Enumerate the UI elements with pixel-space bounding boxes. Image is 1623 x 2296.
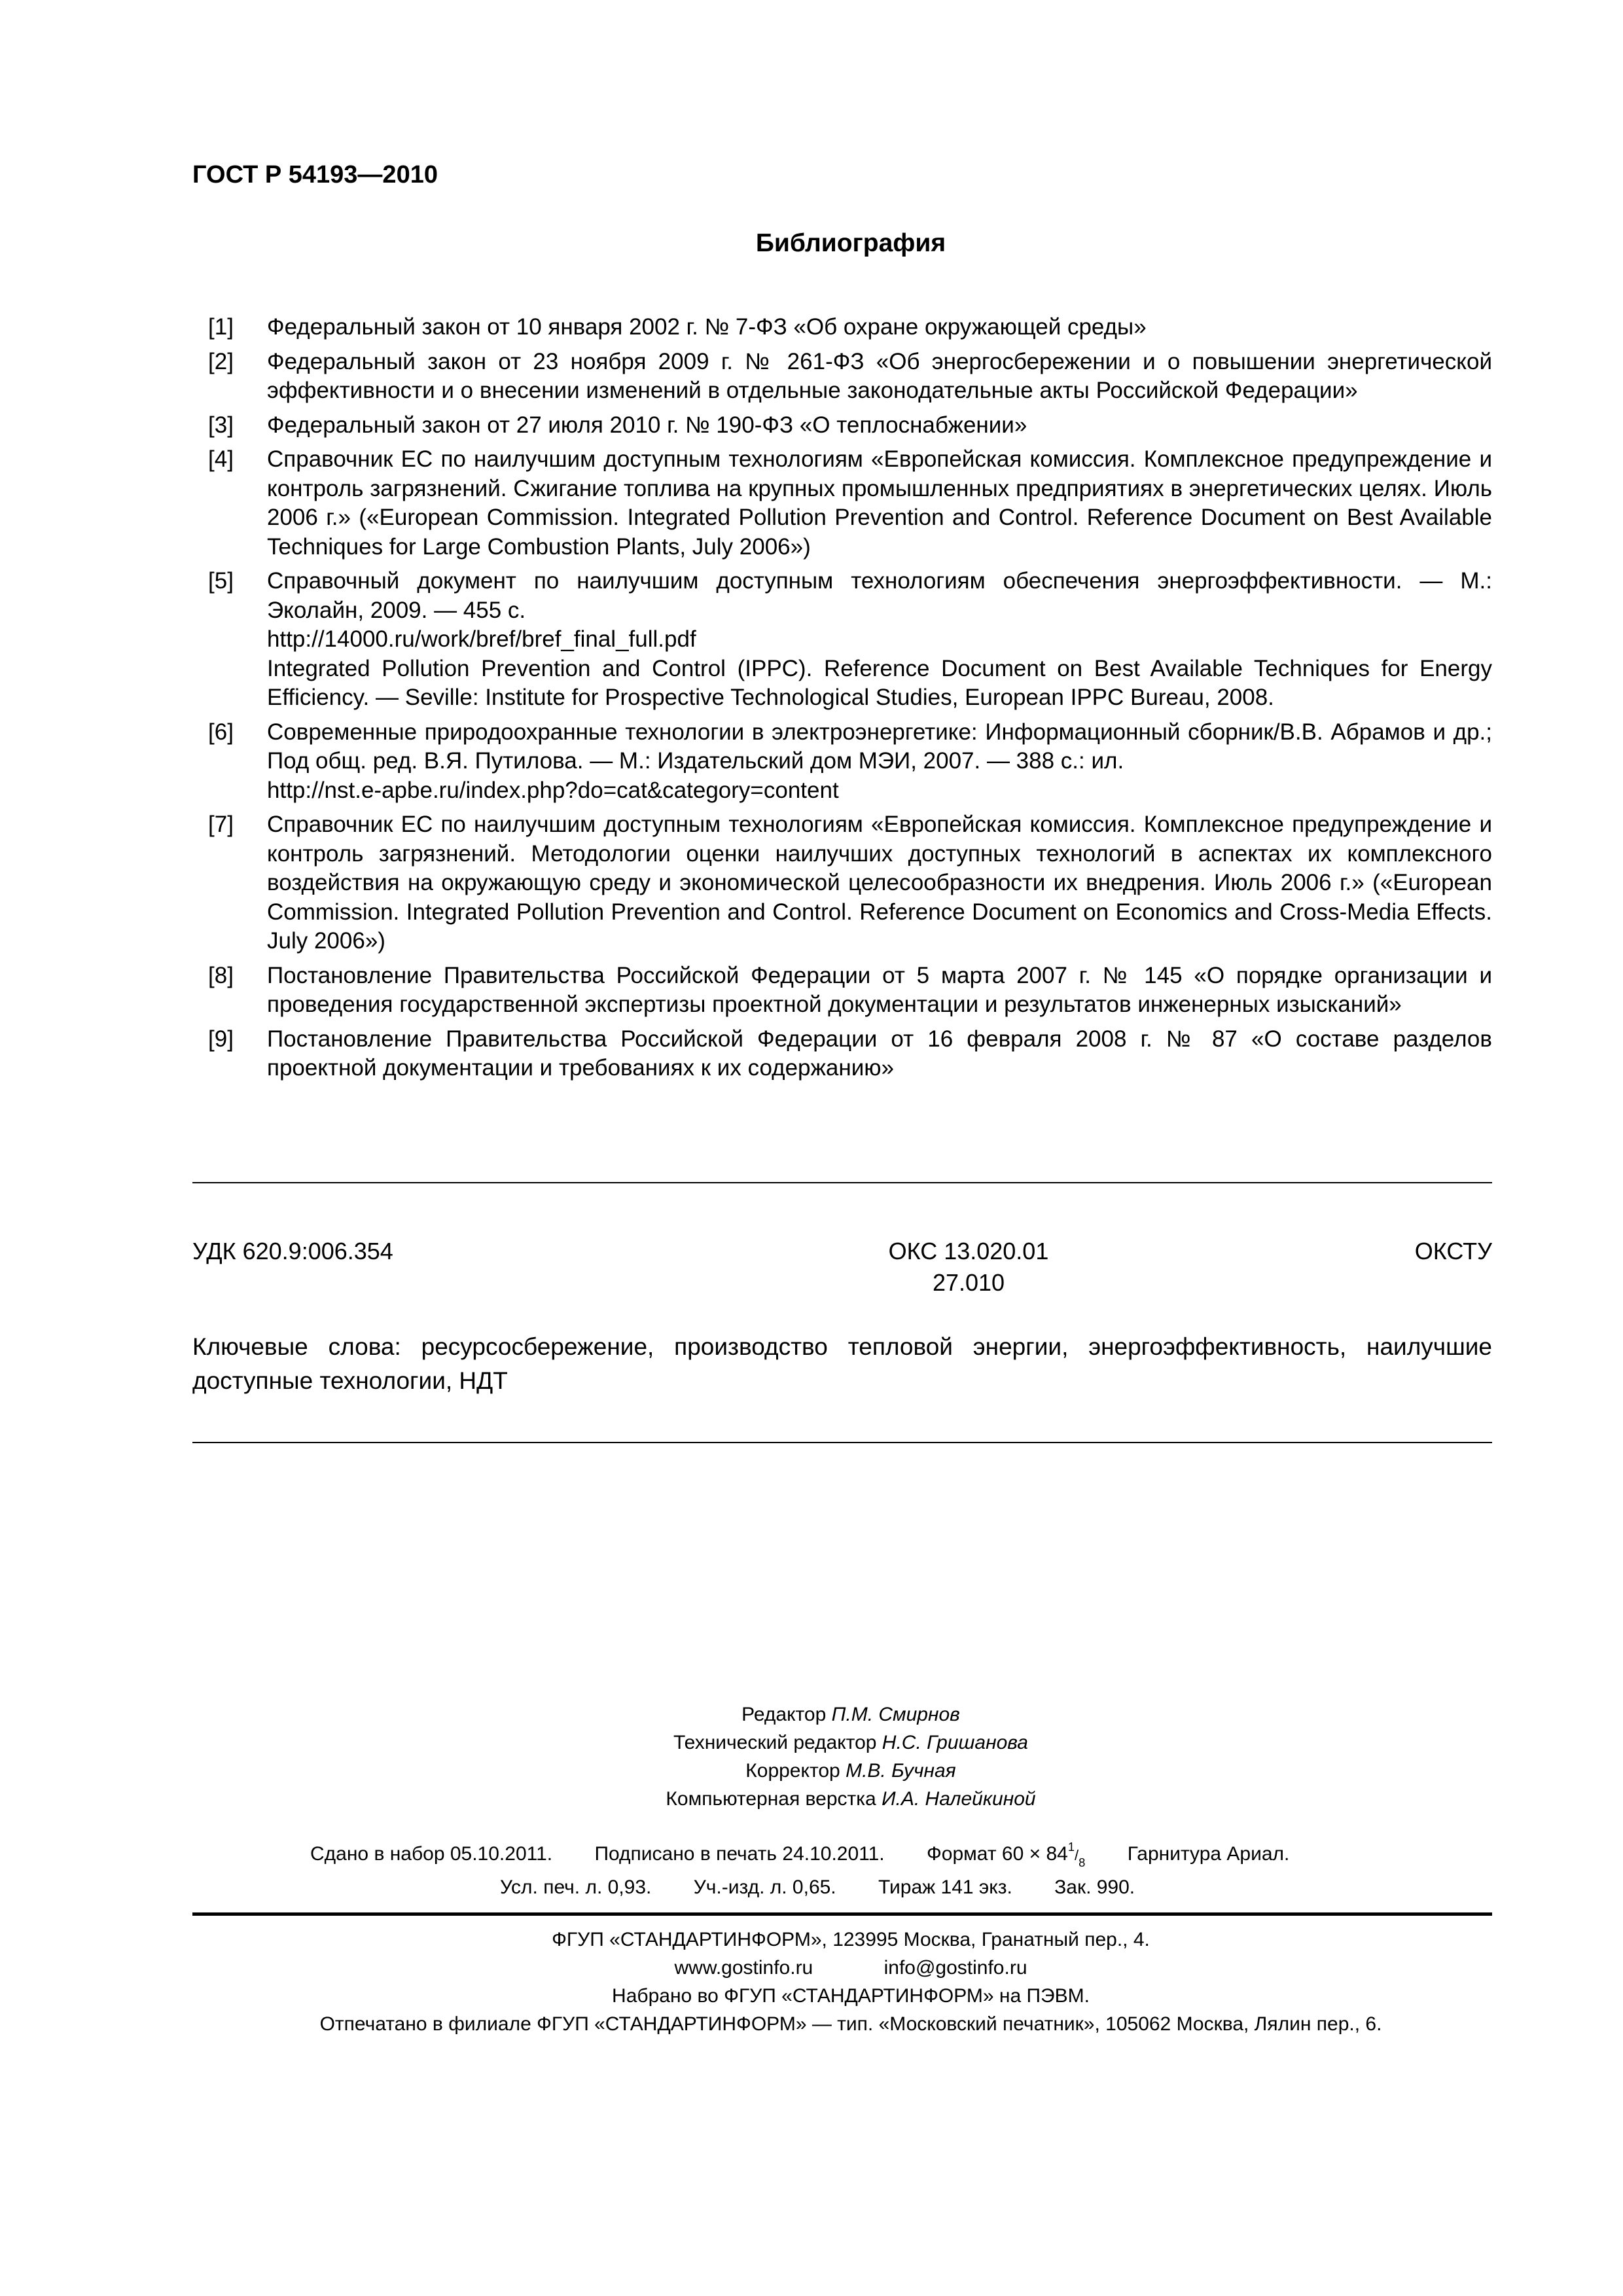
reference-item [208, 1025, 1492, 1083]
signed-date: Подписано в печать 24.10.2011. [594, 1843, 885, 1865]
divider-thick [192, 1912, 1492, 1916]
publisher-email[interactable]: info@gostinfo.ru [883, 1957, 1027, 1979]
format-denominator: 8 [1079, 1855, 1086, 1869]
reference-line: Современные природоохранные технологии в электроэнергетике: Информационный сборник/В.В. Абрамов и др.; Под общ. ред. В.Я. Путилова. — М.: Издательский дом МЭИ, 2007. — 388 с.: ил. [267, 719, 1492, 774]
divider-bottom [192, 1442, 1492, 1443]
reference-number: [9] [208, 1026, 234, 1052]
order-number: Зак. 990. [1054, 1876, 1135, 1898]
reference-number: [4] [208, 446, 234, 472]
reference-item [208, 348, 1492, 406]
credit-tech-editor [524, 1729, 1178, 1757]
reference-item [208, 810, 1492, 956]
publisher-block [0, 1926, 1623, 2038]
reference-line: Справочник ЕС по наилучшим доступным технологиям «Европейская комиссия. Комплексное предупреждение и контроль загрязнений. Сжигание топлива на крупных промышленных предприятиях в энергетических целях. Июль 2006 г.» («European Commission. Integrated Pollution Prevention and Control. Reference Document on Best Available Techniques for Large Combustion Plants, July 2006») [267, 446, 1492, 560]
credit-name: Н.С. Гришанова [882, 1732, 1028, 1753]
oks-code-line-2: 27.010 [932, 1269, 1005, 1296]
reference-url[interactable]: http://14000.ru/work/bref/bref_final_full.pdf [267, 626, 696, 652]
print-sheets: Усл. печ. л. 0,93. [500, 1876, 652, 1898]
divider-top [192, 1182, 1492, 1183]
reference-line: Федеральный закон от 10 января 2002 г. № 7-ФЗ «Об охране окружающей среды» [267, 314, 1147, 340]
standard-code: ГОСТ Р 54193—2010 [192, 161, 438, 188]
print-info-row-1 [310, 1838, 1326, 1873]
tirage: Тираж 141 экз. [878, 1876, 1012, 1898]
credit-label: Компьютерная верстка [666, 1788, 876, 1810]
reference-item [208, 567, 1492, 713]
reference-text [267, 348, 1492, 406]
oks-code-line-1: ОКС 13.020.01 [888, 1238, 1049, 1265]
reference-number: [6] [208, 719, 234, 745]
udk-code: УДК 620.9:006.354 [192, 1238, 393, 1265]
reference-item [208, 313, 1492, 342]
reference-text [267, 445, 1492, 562]
paper-format-text: Формат 60 × 84 [927, 1843, 1068, 1865]
reference-line: Integrated Pollution Prevention and Control (IPPC). Reference Document on Best Available Techniques for Energy Efficiency. — Seville: Institute for Prospective Technological Studies, European IPPC Bureau, 2008. [267, 655, 1492, 710]
keywords: Ключевые слова: ресурсосбережение, производство тепловой энергии, энергоэффективность, наилучшие доступные технологии, НДТ [192, 1333, 1492, 1394]
reference-line: Федеральный закон от 27 июля 2010 г. № 190-ФЗ «О теплоснабжении» [267, 412, 1027, 438]
credit-name: И.А. Налейкиной [882, 1788, 1036, 1810]
format-numerator: 1 [1067, 1840, 1075, 1854]
reference-text [267, 1025, 1492, 1083]
credits-block [524, 1700, 1178, 1813]
credit-layout [524, 1785, 1178, 1813]
publish-sheets: Уч.-изд. л. 0,65. [693, 1876, 836, 1898]
reference-text [267, 567, 1492, 713]
reference-number: [5] [208, 568, 234, 594]
reference-line: Постановление Правительства Российской Федерации от 16 февраля 2008 г. № 87 «О составе разделов проектной документации и требованиях к их содержанию» [267, 1026, 1492, 1081]
printed-info: Отпечатано в филиале ФГУП «СТАНДАРТИНФОРМ» — тип. «Московский печатник», 105062 Москва, Лялин пер., 6. [319, 2013, 1382, 2035]
reference-item [208, 445, 1492, 562]
reference-line: Справочный документ по наилучшим доступным технологиям обеспечения энергоэффективности. — М.: Эколайн, 2009. — 455 с. [267, 568, 1492, 623]
paper-format [927, 1840, 1086, 1869]
reference-item [208, 411, 1492, 440]
format-fraction: $^1/_8$ [1067, 1840, 1086, 1869]
reference-number: [3] [208, 412, 234, 438]
publisher-contacts [0, 1954, 1623, 1982]
font-info: Гарнитура Ариал. [1127, 1843, 1290, 1865]
reference-line: Федеральный закон от 23 ноября 2009 г. № 261-ФЗ «Об энергосбережении и о повышении энергетической эффективности и о внесении изменений в отдельные законодательные акты Российской Федерации» [267, 348, 1492, 403]
publisher-address: ФГУП «СТАНДАРТИНФОРМ», 123995 Москва, Гранатный пер., 4. [552, 1929, 1150, 1950]
credit-label: Корректор [745, 1760, 840, 1782]
credit-label: Технический редактор [673, 1732, 877, 1753]
reference-text [267, 961, 1492, 1020]
typeset-info: Набрано во ФГУП «СТАНДАРТИНФОРМ» на ПЭВМ. [612, 1985, 1090, 2007]
bibliography-list [208, 313, 1492, 1088]
reference-text [267, 313, 1492, 342]
credit-label: Редактор [741, 1704, 827, 1725]
bibliography-title: Библиография [755, 229, 946, 257]
reference-number: [1] [208, 314, 234, 340]
reference-text [267, 718, 1492, 806]
reference-number: [8] [208, 962, 234, 988]
reference-item [208, 961, 1492, 1020]
reference-number: [2] [208, 348, 234, 374]
publisher-website[interactable]: www.gostinfo.ru [674, 1957, 813, 1979]
credit-editor [524, 1700, 1178, 1729]
reference-item [208, 718, 1492, 806]
credit-corrector [524, 1757, 1178, 1785]
reference-number: [7] [208, 812, 234, 837]
credit-name: М.В. Бучная [846, 1760, 956, 1782]
oks-code [838, 1236, 1099, 1299]
print-info-row-2 [500, 1874, 1171, 1901]
reference-line: Справочник ЕС по наилучшим доступным технологиям «Европейская комиссия. Комплексное предупреждение и контроль загрязнений. Методологии оценки наилучших доступных технологий в аспектах их комплексного воздействия на окружающую среду и экономической целесообразности их внедрения. Июль 2006 г.» («European Commission. Integrated Pollution Prevention and Control. Reference Document on Economics and Cross-Media Effects. July 2006») [267, 812, 1492, 954]
sent-date: Сдано в набор 05.10.2011. [310, 1843, 553, 1865]
credit-name: П.М. Смирнов [831, 1704, 960, 1725]
reference-url[interactable]: http://nst.e-apbe.ru/index.php?do=cat&category=content [267, 777, 839, 803]
okstu-code: ОКСТУ [1414, 1238, 1492, 1265]
reference-text [267, 810, 1492, 956]
reference-line: Постановление Правительства Российской Федерации от 5 марта 2007 г. № 145 «О порядке организации и проведения государственной экспертизы проектной документации и результатов инженерных изысканий» [267, 962, 1492, 1017]
reference-text [267, 411, 1492, 440]
